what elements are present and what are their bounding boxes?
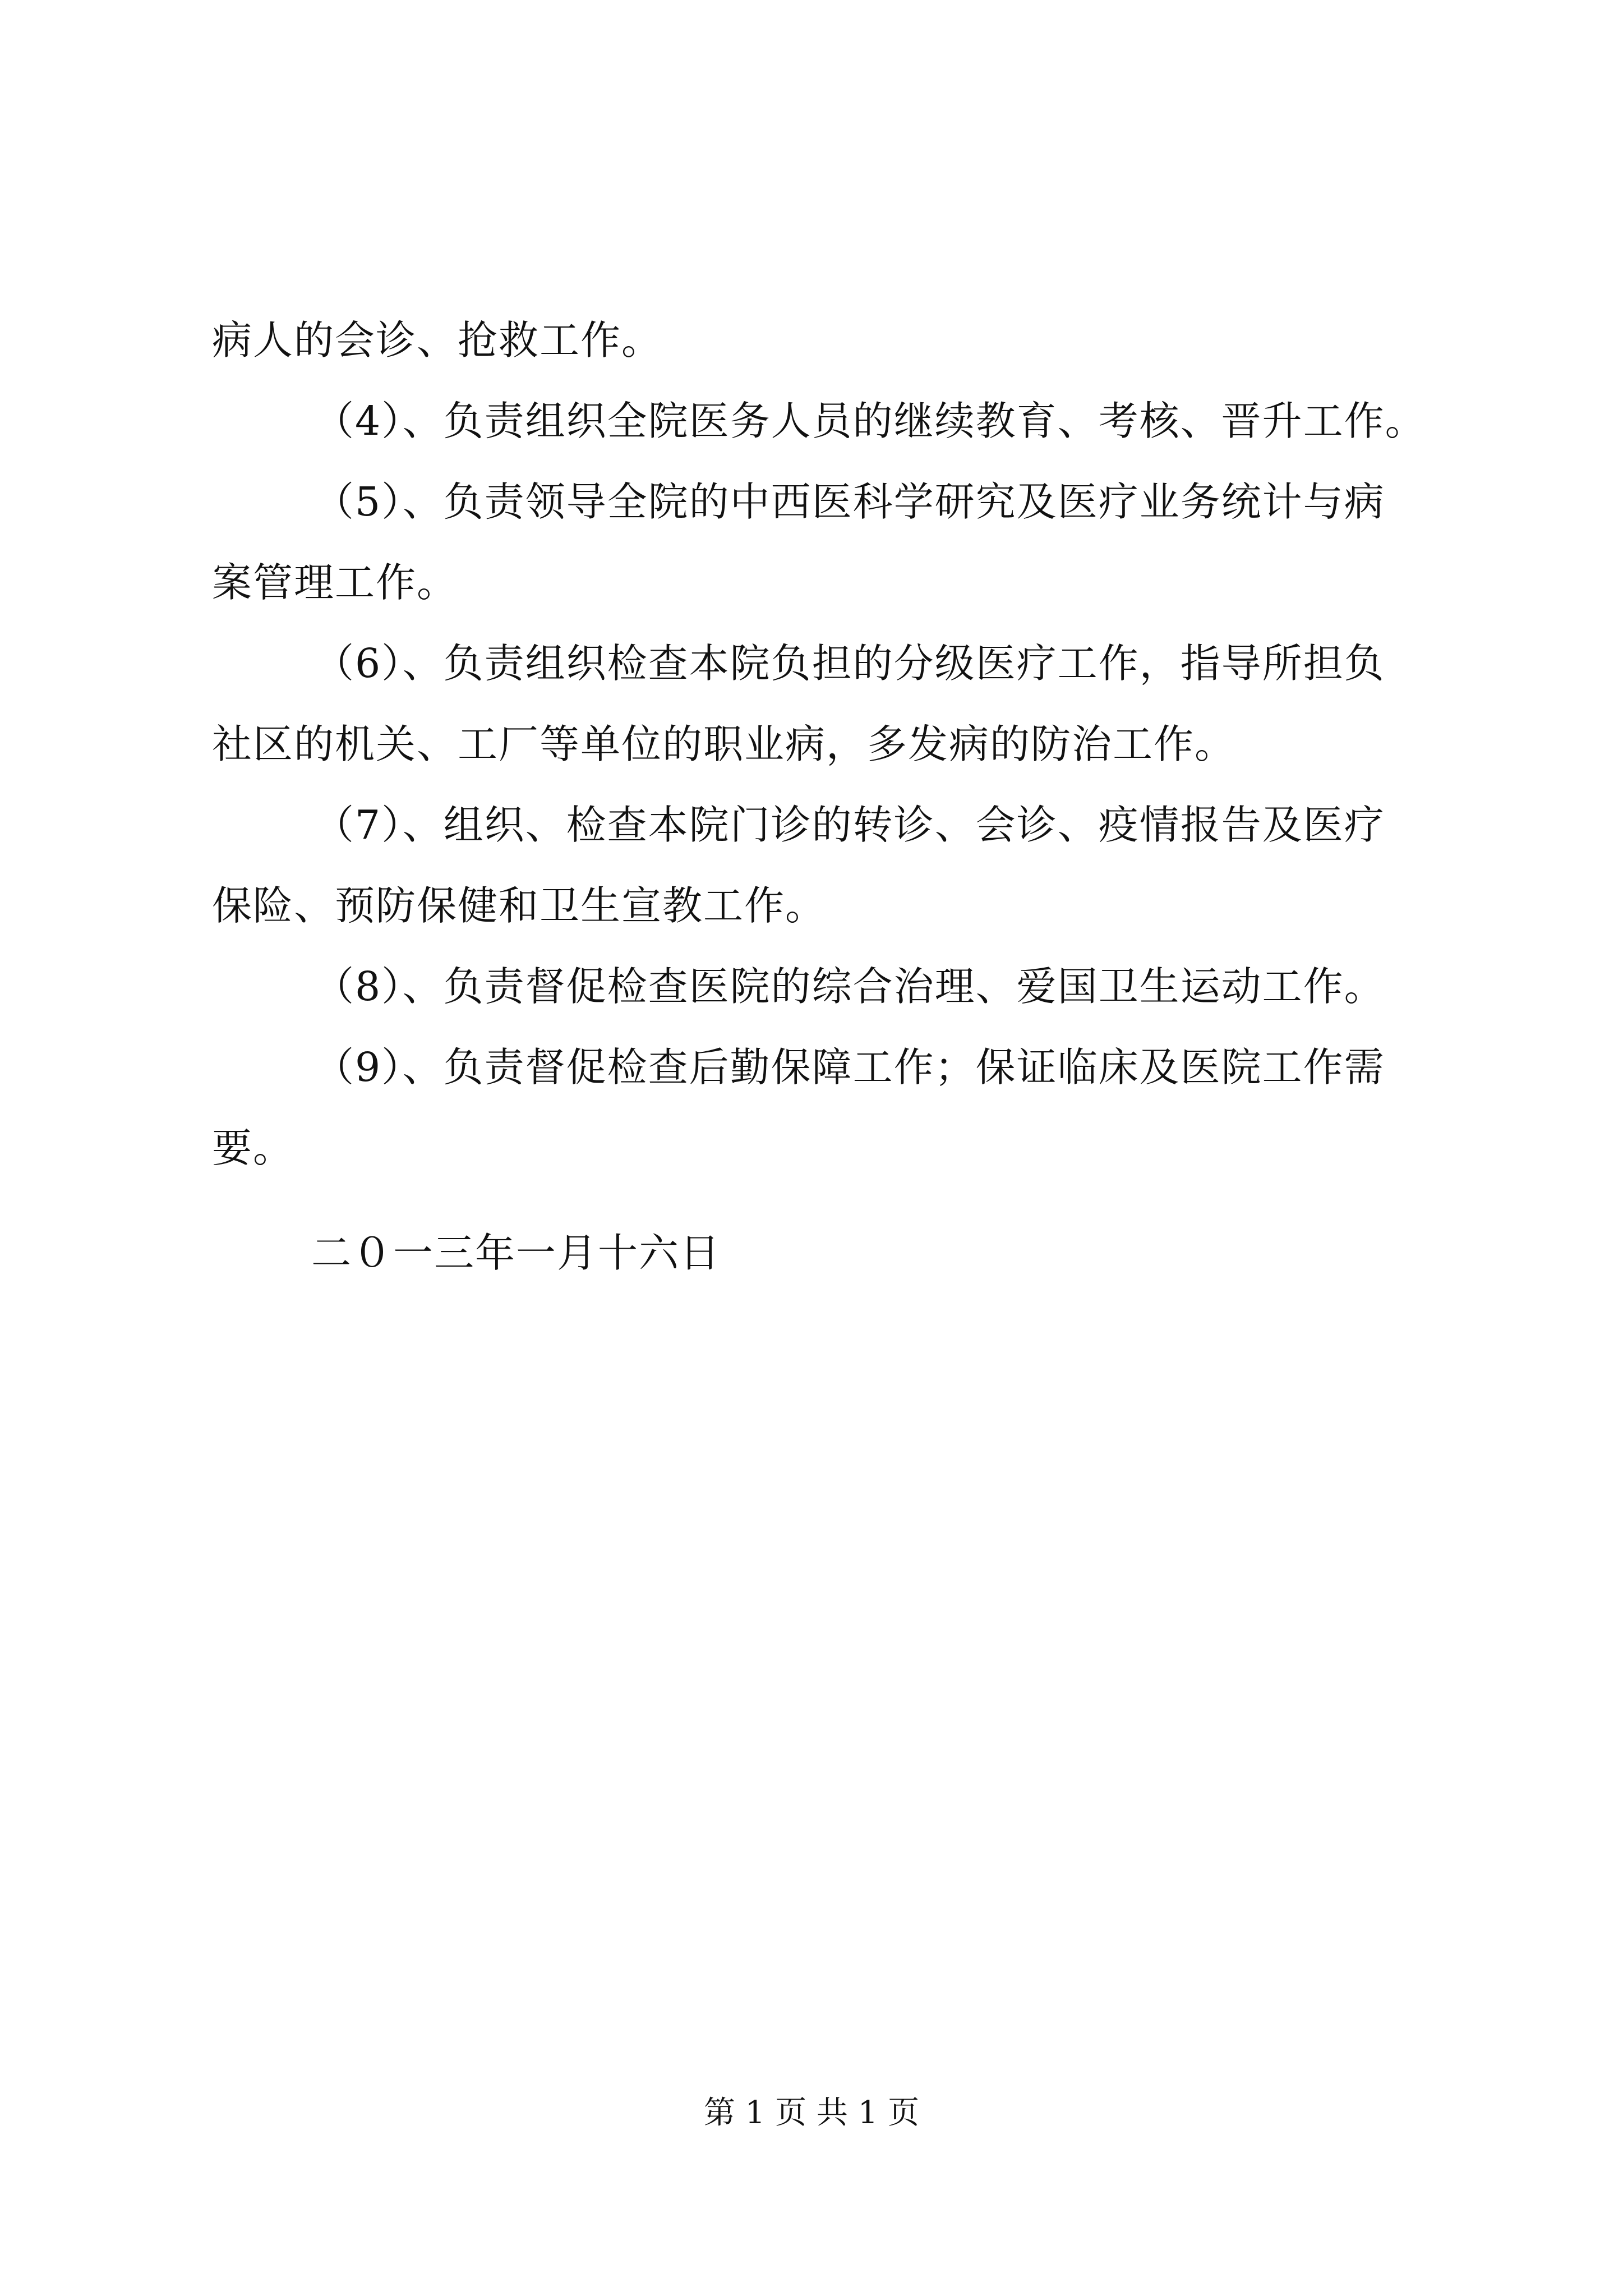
text-line: 病人的会诊、抢救工作。 [212, 317, 663, 364]
text-line-item-8: （8）、负责督促检查医院的综合治理、爱国卫生运动工作。 [314, 963, 1385, 1010]
text-line-item-4: （4）、负责组织全院医务人员的继续教育、考核、晋升工作。 [314, 398, 1426, 444]
page-footer: 第 1 页 共 1 页 [703, 2095, 920, 2131]
text-line: 保险、预防保健和卫生宣教工作。 [212, 882, 827, 929]
text-line-item-7: （7）、组织、检查本院门诊的转诊、会诊、疫情报告及医疗 [314, 802, 1385, 848]
text-line-item-9: （9）、负责督促检查后勤保障工作；保证临床及医院工作需 [314, 1044, 1385, 1091]
text-line: 社区的机关、工厂等单位的职业病，多发病的防治工作。 [212, 721, 1236, 767]
text-line: 要。 [212, 1125, 294, 1171]
document-body [212, 300, 1426, 1189]
document-date: 二０一三年一月十六日 [311, 1230, 721, 1276]
text-line-item-5: （5）、负责领导全院的中西医科学研究及医疗业务统计与病 [314, 478, 1385, 525]
text-line-item-6: （6）、负责组织检查本院负担的分级医疗工作，指导所担负 [314, 640, 1385, 687]
text-line: 案管理工作。 [212, 559, 458, 606]
